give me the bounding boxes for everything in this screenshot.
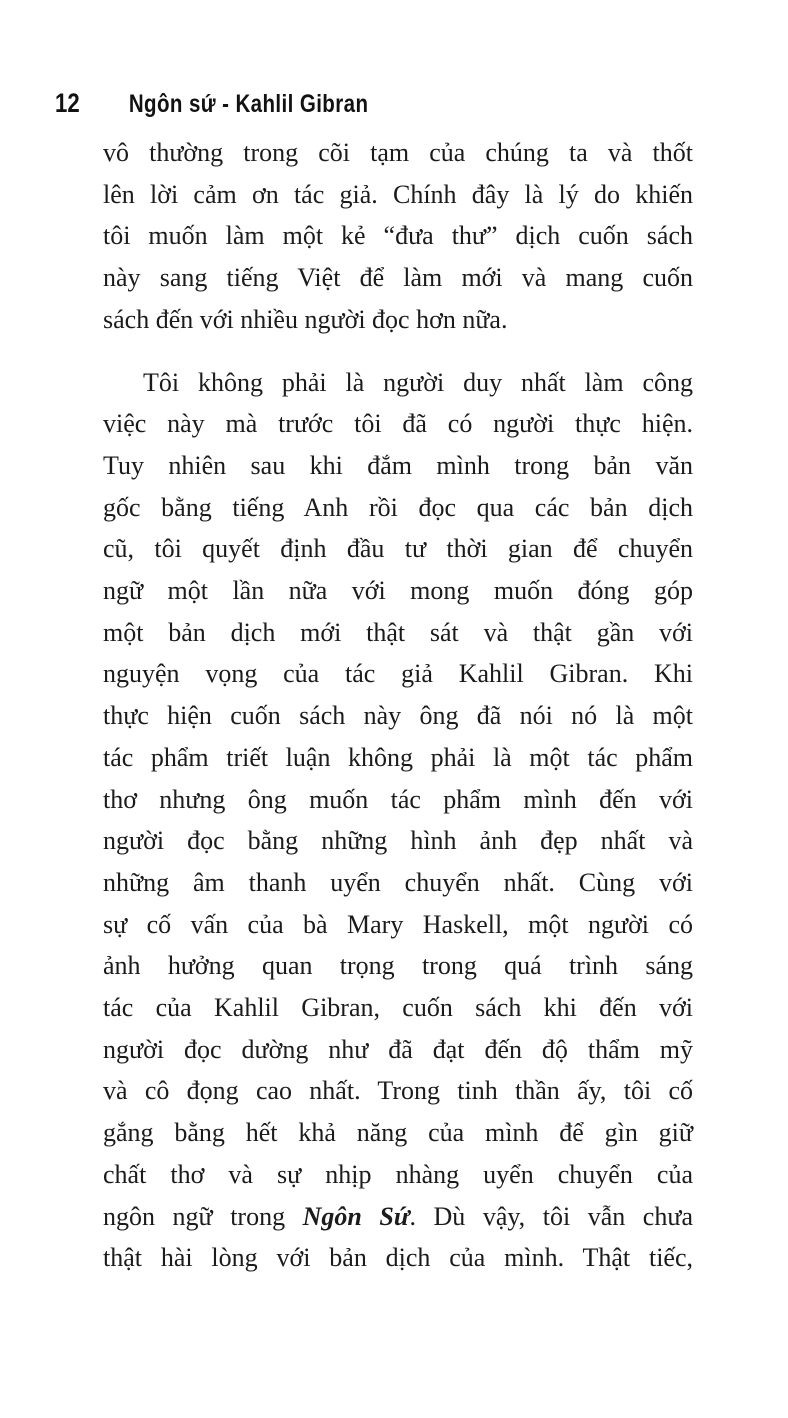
running-header [55, 88, 578, 119]
text-line: nguyện vọng của tác giả Kahlil Gibran. Khi [103, 659, 693, 689]
text-line: sự cố vấn của bà Mary Haskell, một người có [103, 909, 693, 939]
text-line: ảnh hưởng quan trọng trong quá trình sáng [103, 951, 693, 981]
text-line: tôi muốn làm một kẻ “đưa thư” dịch cuốn sách [103, 221, 693, 251]
text-line: việc này mà trước tôi đã có người thực hiện. [103, 409, 693, 439]
text-line: lên lời cảm ơn tác giả. Chính đây là lý do khiến [103, 179, 693, 209]
text-line-with-book-title [103, 1196, 693, 1238]
text-line: sách đến với nhiều người đọc hơn nữa. [103, 304, 508, 334]
text-line: tác của Kahlil Gibran, cuốn sách khi đến với [103, 993, 693, 1023]
text-line: thơ nhưng ông muốn tác phẩm mình đến với [103, 784, 693, 814]
text-line: vô thường trong cõi tạm của chúng ta và thốt [103, 138, 693, 167]
text-line: người đọc dường như đã đạt đến độ thẩm mỹ [103, 1034, 693, 1064]
text-line: người đọc bằng những hình ảnh đẹp nhất và [103, 826, 693, 856]
paragraph-1 [103, 132, 693, 341]
page-number: 12 [55, 88, 80, 118]
text-line: và cô đọng cao nhất. Trong tinh thần ấy, tôi cố [103, 1076, 693, 1106]
text-line: gắng bằng hết khả năng của mình để gìn giữ [103, 1118, 693, 1148]
text-line: một bản dịch mới thật sát và thật gần với [103, 617, 693, 647]
text-line: tác phẩm triết luận không phải là một tác phẩm [103, 742, 693, 772]
text-line: này sang tiếng Việt để làm mới và mang cuốn [103, 263, 693, 293]
text-line: thực hiện cuốn sách này ông đã nói nó là một [103, 701, 693, 731]
text-line: chất thơ và sự nhịp nhàng uyển chuyển của [103, 1159, 693, 1189]
text-line: cũ, tôi quyết định đầu tư thời gian để chuyển [103, 534, 693, 564]
book-title-emphasis: Ngôn Sứ [302, 1201, 410, 1231]
text-line: Tuy nhiên sau khi đắm mình trong bản văn [103, 450, 693, 480]
text-segment: . Dù vậy, tôi vẫn chưa [409, 1201, 693, 1231]
text-line: gốc bằng tiếng Anh rồi đọc qua các bản dịch [103, 492, 693, 522]
text-line: Tôi không phải là người duy nhất làm công [143, 367, 693, 397]
running-title: Ngôn sứ - Kahlil Gibran [128, 90, 369, 118]
body-text [103, 132, 693, 1279]
text-line: thật hài lòng với bản dịch của mình. Thật tiếc, [103, 1243, 693, 1273]
paragraph-2 [103, 362, 693, 1279]
text-segment: ngôn ngữ trong [103, 1201, 303, 1231]
text-line: ngữ một lần nữa với mong muốn đóng góp [103, 576, 693, 606]
text-line: những âm thanh uyển chuyển nhất. Cùng với [103, 867, 693, 897]
